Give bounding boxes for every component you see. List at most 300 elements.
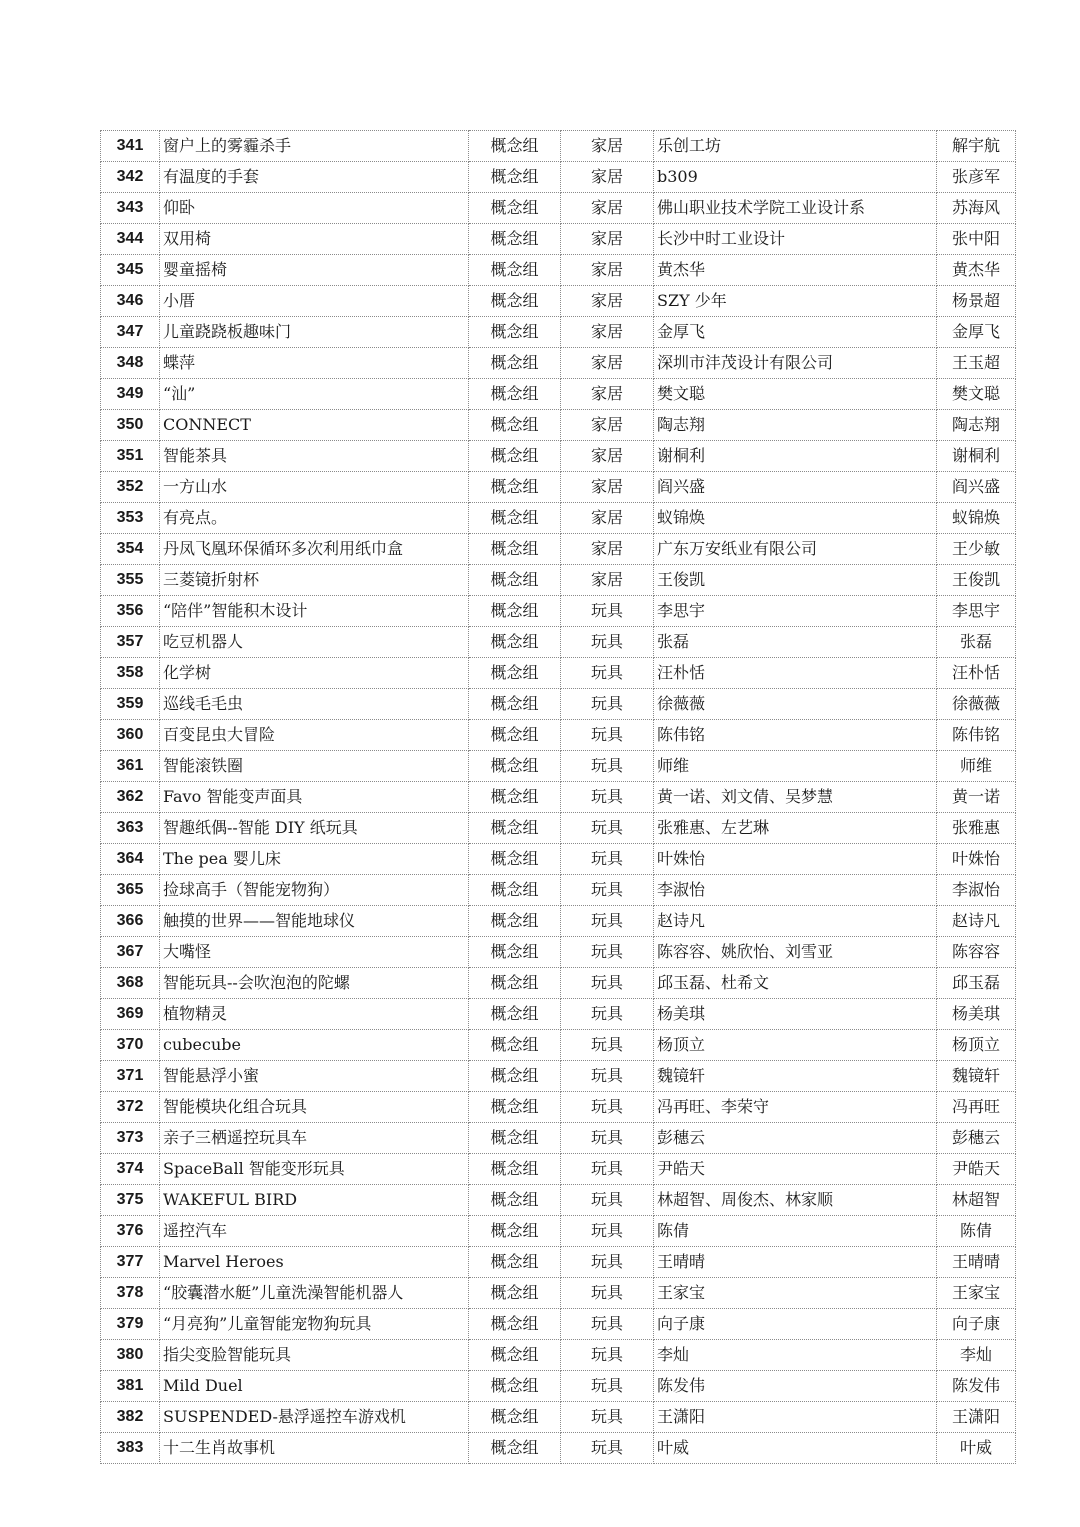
entry-category: 玩具	[561, 1154, 654, 1185]
entry-category: 家居	[561, 379, 654, 410]
entry-category: 玩具	[561, 1061, 654, 1092]
entry-title: 小厝	[160, 286, 469, 317]
entry-number: 343	[101, 193, 160, 224]
table-row	[101, 317, 1016, 348]
entry-title: 指尖变脸智能玩具	[160, 1340, 469, 1371]
entry-title: “陪伴”智能积木设计	[160, 596, 469, 627]
entry-organization: 叶威	[654, 1433, 937, 1464]
entry-title: 智趣纸偶--智能 DIY 纸玩具	[160, 813, 469, 844]
entry-contact: 王潇阳	[937, 1402, 1016, 1433]
table-row	[101, 286, 1016, 317]
entry-group: 概念组	[469, 999, 561, 1030]
entry-title: 一方山水	[160, 472, 469, 503]
table-row	[101, 1092, 1016, 1123]
entry-number: 349	[101, 379, 160, 410]
entry-contact: 苏海风	[937, 193, 1016, 224]
entry-title: Favo 智能变声面具	[160, 782, 469, 813]
entry-category: 家居	[561, 534, 654, 565]
entry-group: 概念组	[469, 937, 561, 968]
entry-title: 婴童摇椅	[160, 255, 469, 286]
entry-group: 概念组	[469, 751, 561, 782]
entry-group: 概念组	[469, 720, 561, 751]
entry-group: 概念组	[469, 286, 561, 317]
entry-title: 植物精灵	[160, 999, 469, 1030]
entry-title: “汕”	[160, 379, 469, 410]
entry-number: 383	[101, 1433, 160, 1464]
entry-category: 家居	[561, 255, 654, 286]
entry-organization: 蚁锦焕	[654, 503, 937, 534]
entry-contact: 金厚飞	[937, 317, 1016, 348]
entry-title: The pea 婴儿床	[160, 844, 469, 875]
entry-category: 家居	[561, 472, 654, 503]
table-row	[101, 813, 1016, 844]
entry-number: 381	[101, 1371, 160, 1402]
entry-title: 智能模块化组合玩具	[160, 1092, 469, 1123]
entry-group: 概念组	[469, 1247, 561, 1278]
entry-group: 概念组	[469, 193, 561, 224]
entry-category: 玩具	[561, 875, 654, 906]
entry-number: 362	[101, 782, 160, 813]
entry-contact: 杨顶立	[937, 1030, 1016, 1061]
entry-title: 双用椅	[160, 224, 469, 255]
entry-organization: b309	[654, 162, 937, 193]
table-row	[101, 255, 1016, 286]
entry-contact: 向子康	[937, 1309, 1016, 1340]
entry-organization: 杨顶立	[654, 1030, 937, 1061]
entry-number: 373	[101, 1123, 160, 1154]
entry-contact: 谢桐利	[937, 441, 1016, 472]
table-row	[101, 162, 1016, 193]
entry-category: 家居	[561, 503, 654, 534]
entry-organization: 乐创工坊	[654, 131, 937, 162]
entry-group: 概念组	[469, 379, 561, 410]
entry-category: 玩具	[561, 751, 654, 782]
entry-title: 亲子三栖遥控玩具车	[160, 1123, 469, 1154]
entry-category: 家居	[561, 131, 654, 162]
table-row	[101, 1340, 1016, 1371]
entry-contact: 林超智	[937, 1185, 1016, 1216]
entry-category: 家居	[561, 224, 654, 255]
entry-number: 369	[101, 999, 160, 1030]
entry-title: 丹凤飞凰环保循环多次利用纸巾盒	[160, 534, 469, 565]
entry-contact: 杨景超	[937, 286, 1016, 317]
table-row	[101, 1216, 1016, 1247]
entry-group: 概念组	[469, 255, 561, 286]
entry-contact: 张中阳	[937, 224, 1016, 255]
entry-contact: 王家宝	[937, 1278, 1016, 1309]
entry-organization: 汪朴恬	[654, 658, 937, 689]
entry-contact: 陈发伟	[937, 1371, 1016, 1402]
entry-organization: 李灿	[654, 1340, 937, 1371]
entry-number: 371	[101, 1061, 160, 1092]
entry-title: Mild Duel	[160, 1371, 469, 1402]
table-row	[101, 1278, 1016, 1309]
entry-number: 346	[101, 286, 160, 317]
entry-organization: 陈发伟	[654, 1371, 937, 1402]
entry-number: 378	[101, 1278, 160, 1309]
entry-group: 概念组	[469, 1278, 561, 1309]
entry-number: 351	[101, 441, 160, 472]
entry-group: 概念组	[469, 906, 561, 937]
entry-organization: 王潇阳	[654, 1402, 937, 1433]
entry-title: 吃豆机器人	[160, 627, 469, 658]
table-row	[101, 503, 1016, 534]
entry-contact: 张彦军	[937, 162, 1016, 193]
entry-group: 概念组	[469, 410, 561, 441]
entry-title: 智能滚铁圈	[160, 751, 469, 782]
entry-organization: 谢桐利	[654, 441, 937, 472]
entry-category: 玩具	[561, 968, 654, 999]
entry-group: 概念组	[469, 317, 561, 348]
entry-group: 概念组	[469, 1216, 561, 1247]
entry-organization: 李淑怡	[654, 875, 937, 906]
entry-contact: 张磊	[937, 627, 1016, 658]
entry-organization: 彭穗云	[654, 1123, 937, 1154]
entry-contact: 陶志翔	[937, 410, 1016, 441]
entry-title: 十二生肖故事机	[160, 1433, 469, 1464]
entry-title: SpaceBall 智能变形玩具	[160, 1154, 469, 1185]
table-row	[101, 348, 1016, 379]
entry-category: 玩具	[561, 1092, 654, 1123]
table-row	[101, 1030, 1016, 1061]
entry-title: 遥控汽车	[160, 1216, 469, 1247]
entry-contact: 李淑怡	[937, 875, 1016, 906]
entry-group: 概念组	[469, 1030, 561, 1061]
entry-title: 巡线毛毛虫	[160, 689, 469, 720]
entry-category: 玩具	[561, 1247, 654, 1278]
table-row	[101, 937, 1016, 968]
entry-group: 概念组	[469, 1371, 561, 1402]
entry-group: 概念组	[469, 162, 561, 193]
table-row	[101, 844, 1016, 875]
entry-category: 玩具	[561, 1185, 654, 1216]
entry-title: 儿童跷跷板趣味门	[160, 317, 469, 348]
entry-group: 概念组	[469, 441, 561, 472]
entry-contact: 徐薇薇	[937, 689, 1016, 720]
entry-organization: 黄一诺、刘文倩、吴梦慧	[654, 782, 937, 813]
entry-title: “胶囊潜水艇”儿童洗澡智能机器人	[160, 1278, 469, 1309]
entry-category: 家居	[561, 286, 654, 317]
entry-contact: 李思宇	[937, 596, 1016, 627]
entry-organization: 徐薇薇	[654, 689, 937, 720]
table-row	[101, 627, 1016, 658]
table-row	[101, 131, 1016, 162]
entry-group: 概念组	[469, 131, 561, 162]
entry-contact: 陈倩	[937, 1216, 1016, 1247]
table-row	[101, 1371, 1016, 1402]
entry-category: 家居	[561, 565, 654, 596]
entry-contact: 李灿	[937, 1340, 1016, 1371]
table-row	[101, 534, 1016, 565]
entry-group: 概念组	[469, 813, 561, 844]
entry-group: 概念组	[469, 875, 561, 906]
entry-organization: 佛山职业技术学院工业设计系	[654, 193, 937, 224]
table-row	[101, 720, 1016, 751]
entry-category: 家居	[561, 317, 654, 348]
entry-category: 玩具	[561, 1371, 654, 1402]
entry-category: 家居	[561, 348, 654, 379]
entry-number: 361	[101, 751, 160, 782]
entry-number: 345	[101, 255, 160, 286]
entry-organization: 陈伟铭	[654, 720, 937, 751]
entry-contact: 杨美琪	[937, 999, 1016, 1030]
entry-category: 玩具	[561, 782, 654, 813]
entry-contact: 蚁锦焕	[937, 503, 1016, 534]
entry-organization: 樊文聪	[654, 379, 937, 410]
entry-number: 372	[101, 1092, 160, 1123]
entry-number: 366	[101, 906, 160, 937]
entry-group: 概念组	[469, 1154, 561, 1185]
entry-category: 家居	[561, 162, 654, 193]
table-row	[101, 410, 1016, 441]
entry-contact: 魏镜轩	[937, 1061, 1016, 1092]
entry-category: 玩具	[561, 1433, 654, 1464]
table-row	[101, 193, 1016, 224]
entry-number: 360	[101, 720, 160, 751]
table-row	[101, 1433, 1016, 1464]
entry-contact: 叶姝怡	[937, 844, 1016, 875]
entry-group: 概念组	[469, 1185, 561, 1216]
table-row	[101, 224, 1016, 255]
entry-title: 有温度的手套	[160, 162, 469, 193]
table-row	[101, 906, 1016, 937]
entry-category: 玩具	[561, 689, 654, 720]
entry-group: 概念组	[469, 782, 561, 813]
entry-title: “月亮狗”儿童智能宠物狗玩具	[160, 1309, 469, 1340]
entry-organization: 陈倩	[654, 1216, 937, 1247]
entry-title: 有亮点。	[160, 503, 469, 534]
entry-contact: 王晴晴	[937, 1247, 1016, 1278]
entry-number: 375	[101, 1185, 160, 1216]
entry-number: 370	[101, 1030, 160, 1061]
entry-category: 玩具	[561, 844, 654, 875]
entry-contact: 王少敏	[937, 534, 1016, 565]
entry-contact: 师维	[937, 751, 1016, 782]
entry-group: 概念组	[469, 503, 561, 534]
entry-category: 玩具	[561, 1340, 654, 1371]
table-row	[101, 782, 1016, 813]
entry-title: 智能茶具	[160, 441, 469, 472]
entry-contact: 张雅惠	[937, 813, 1016, 844]
entry-category: 玩具	[561, 906, 654, 937]
entry-category: 家居	[561, 410, 654, 441]
entry-contact: 冯再旺	[937, 1092, 1016, 1123]
entry-title: 百变昆虫大冒险	[160, 720, 469, 751]
entry-category: 玩具	[561, 1309, 654, 1340]
entry-number: 365	[101, 875, 160, 906]
entry-group: 概念组	[469, 1061, 561, 1092]
entry-contact: 赵诗凡	[937, 906, 1016, 937]
entry-group: 概念组	[469, 1123, 561, 1154]
entry-number: 342	[101, 162, 160, 193]
table-row	[101, 658, 1016, 689]
table-row	[101, 596, 1016, 627]
table-row	[101, 1309, 1016, 1340]
entry-organization: 广东万安纸业有限公司	[654, 534, 937, 565]
entry-title: 仰卧	[160, 193, 469, 224]
entry-group: 概念组	[469, 658, 561, 689]
entry-organization: 向子康	[654, 1309, 937, 1340]
entry-organization: 师维	[654, 751, 937, 782]
entry-contact: 邱玉磊	[937, 968, 1016, 999]
entry-group: 概念组	[469, 968, 561, 999]
entry-number: 368	[101, 968, 160, 999]
entry-group: 概念组	[469, 627, 561, 658]
entry-category: 玩具	[561, 658, 654, 689]
entry-organization: 叶姝怡	[654, 844, 937, 875]
table-row	[101, 1061, 1016, 1092]
entry-number: 358	[101, 658, 160, 689]
entry-group: 概念组	[469, 689, 561, 720]
entry-title: 智能玩具--会吹泡泡的陀螺	[160, 968, 469, 999]
table-row	[101, 441, 1016, 472]
entry-category: 玩具	[561, 1030, 654, 1061]
entry-group: 概念组	[469, 348, 561, 379]
entry-organization: 黄杰华	[654, 255, 937, 286]
table-row	[101, 875, 1016, 906]
entry-group: 概念组	[469, 1402, 561, 1433]
entry-number: 353	[101, 503, 160, 534]
entry-category: 玩具	[561, 596, 654, 627]
entry-category: 玩具	[561, 937, 654, 968]
entry-contact: 王俊凯	[937, 565, 1016, 596]
entry-category: 家居	[561, 441, 654, 472]
entry-contact: 黄杰华	[937, 255, 1016, 286]
entry-number: 367	[101, 937, 160, 968]
entry-group: 概念组	[469, 472, 561, 503]
entry-title: 触摸的世界——智能地球仪	[160, 906, 469, 937]
entry-organization: 王晴晴	[654, 1247, 937, 1278]
entry-organization: 陶志翔	[654, 410, 937, 441]
entry-category: 玩具	[561, 627, 654, 658]
entry-title: 化学树	[160, 658, 469, 689]
entry-title: 捡球高手（智能宠物狗）	[160, 875, 469, 906]
entry-number: 357	[101, 627, 160, 658]
table-row	[101, 968, 1016, 999]
entry-category: 玩具	[561, 720, 654, 751]
entry-group: 概念组	[469, 534, 561, 565]
entry-organization: 杨美琪	[654, 999, 937, 1030]
table-row	[101, 1402, 1016, 1433]
entry-organization: 赵诗凡	[654, 906, 937, 937]
entry-contact: 彭穗云	[937, 1123, 1016, 1154]
entry-title: 大嘴怪	[160, 937, 469, 968]
entry-number: 352	[101, 472, 160, 503]
entry-organization: 深圳市沣茂设计有限公司	[654, 348, 937, 379]
entry-number: 350	[101, 410, 160, 441]
entry-organization: 魏镜轩	[654, 1061, 937, 1092]
entry-group: 概念组	[469, 565, 561, 596]
table-row	[101, 565, 1016, 596]
entry-contact: 解宇航	[937, 131, 1016, 162]
entry-contact: 陈容容	[937, 937, 1016, 968]
entry-organization: 王俊凯	[654, 565, 937, 596]
entry-number: 374	[101, 1154, 160, 1185]
entry-title: WAKEFUL BIRD	[160, 1185, 469, 1216]
table-row	[101, 1123, 1016, 1154]
entry-title: Marvel Heroes	[160, 1247, 469, 1278]
entry-organization: 长沙中时工业设计	[654, 224, 937, 255]
entry-contact: 汪朴恬	[937, 658, 1016, 689]
table-row	[101, 472, 1016, 503]
entry-contact: 黄一诺	[937, 782, 1016, 813]
entry-organization: 尹皓天	[654, 1154, 937, 1185]
entry-number: 344	[101, 224, 160, 255]
entry-organization: 李思宇	[654, 596, 937, 627]
entry-title: 智能悬浮小蜜	[160, 1061, 469, 1092]
entry-organization: 阎兴盛	[654, 472, 937, 503]
entry-title: 蝶萍	[160, 348, 469, 379]
entry-group: 概念组	[469, 1340, 561, 1371]
entry-number: 354	[101, 534, 160, 565]
table-row	[101, 689, 1016, 720]
entry-number: 363	[101, 813, 160, 844]
entry-contact: 樊文聪	[937, 379, 1016, 410]
entry-title: 窗户上的雾霾杀手	[160, 131, 469, 162]
entry-title: SUSPENDED-悬浮遥控车游戏机	[160, 1402, 469, 1433]
entry-contact: 阎兴盛	[937, 472, 1016, 503]
entry-contact: 叶威	[937, 1433, 1016, 1464]
entry-organization: 林超智、周俊杰、林家顺	[654, 1185, 937, 1216]
table-row	[101, 1154, 1016, 1185]
entry-organization: 张雅惠、左艺琳	[654, 813, 937, 844]
entry-organization: 邱玉磊、杜希文	[654, 968, 937, 999]
entry-organization: 金厚飞	[654, 317, 937, 348]
entry-group: 概念组	[469, 1309, 561, 1340]
entry-category: 玩具	[561, 813, 654, 844]
entry-category: 家居	[561, 193, 654, 224]
entry-contact: 陈伟铭	[937, 720, 1016, 751]
entry-number: 376	[101, 1216, 160, 1247]
entry-number: 341	[101, 131, 160, 162]
entry-number: 379	[101, 1309, 160, 1340]
entry-title: cubecube	[160, 1030, 469, 1061]
entry-category: 玩具	[561, 1123, 654, 1154]
table-row	[101, 379, 1016, 410]
entry-number: 377	[101, 1247, 160, 1278]
entry-group: 概念组	[469, 1433, 561, 1464]
entry-number: 356	[101, 596, 160, 627]
entry-contact: 尹皓天	[937, 1154, 1016, 1185]
entry-group: 概念组	[469, 1092, 561, 1123]
entry-organization: 王家宝	[654, 1278, 937, 1309]
table-row	[101, 1185, 1016, 1216]
entry-category: 玩具	[561, 999, 654, 1030]
entry-contact: 王玉超	[937, 348, 1016, 379]
entry-organization: 冯再旺、李荣守	[654, 1092, 937, 1123]
entry-number: 364	[101, 844, 160, 875]
entry-number: 347	[101, 317, 160, 348]
entry-number: 348	[101, 348, 160, 379]
entry-organization: 陈容容、姚欣怡、刘雪亚	[654, 937, 937, 968]
entry-category: 玩具	[561, 1278, 654, 1309]
entry-group: 概念组	[469, 224, 561, 255]
entry-number: 359	[101, 689, 160, 720]
entry-category: 玩具	[561, 1216, 654, 1247]
entry-title: 三菱镜折射杯	[160, 565, 469, 596]
entry-category: 玩具	[561, 1402, 654, 1433]
entry-organization: 张磊	[654, 627, 937, 658]
entry-title: CONNECT	[160, 410, 469, 441]
entry-number: 380	[101, 1340, 160, 1371]
table-body	[101, 131, 1016, 1464]
entries-table	[100, 130, 1016, 1464]
table-row	[101, 751, 1016, 782]
entry-number: 382	[101, 1402, 160, 1433]
entry-organization: SZY 少年	[654, 286, 937, 317]
table-row	[101, 999, 1016, 1030]
entry-number: 355	[101, 565, 160, 596]
